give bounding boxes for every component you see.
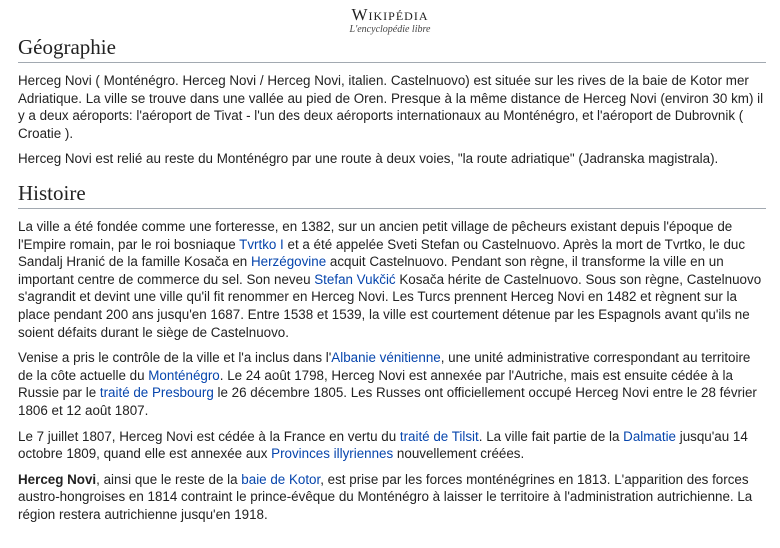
text-segment: nouvellement créées. bbox=[393, 446, 525, 462]
link-baie-de-kotor[interactable]: baie de Kotor bbox=[241, 471, 321, 487]
paragraph-geographie-2: Herceg Novi est relié au reste du Monténégro par une route à deux voies, "la route adriatique" (Jadranska magistrala). bbox=[18, 151, 719, 167]
paragraph-histoire-4 bbox=[18, 471, 766, 524]
link-traite-de-presbourg[interactable]: traité de Presbourg bbox=[99, 385, 214, 401]
link-dalmatie[interactable]: Dalmatie bbox=[623, 428, 676, 444]
text-segment: acquit Castelnuovo. Pendant son règne, il transforme la ville en un important centre de commerce du sel. Son neveu bbox=[18, 254, 724, 287]
paragraph-histoire-2 bbox=[18, 349, 766, 419]
wikipedia-logo[interactable] bbox=[0, 6, 780, 36]
text-segment: Kosača hérite de Castelnuovo. Sous son règne, Castelnuovo s'agrandit et devint une ville qu'il fit renommer en Herceg Novi. Les Turcs prennent Herceg Novi en 1482 et règnent sur la place pendant 200 ans jusqu'en 1687. Entre 1538 et 1539, la ville est courtement détenue par les Espagnols avant qu'ils ne soient défaits durant le siège de Castelnuovo. bbox=[18, 271, 762, 340]
logo-wordmark: Wikipédia bbox=[351, 5, 429, 24]
text-segment: et a été appelée Sveti Stefan ou Castelnuovo. Après la mort de Tvrtko, le duc Sandalj Hranić de la famille Kosača en bbox=[18, 236, 746, 270]
link-tvrtko-i[interactable]: Tvrtko I bbox=[239, 236, 284, 252]
text-segment: . La ville fait partie de la bbox=[478, 428, 624, 444]
paragraph-histoire-3 bbox=[18, 428, 766, 463]
link-montenegro[interactable]: Monténégro bbox=[148, 367, 220, 383]
text-segment: Venise a pris le contrôle de la ville et l'a inclus dans l' bbox=[18, 350, 332, 366]
link-traite-de-tilsit[interactable]: traité de Tilsit bbox=[399, 428, 479, 444]
article-content bbox=[18, 34, 766, 523]
text-segment: , est prise par les forces monténégrines en 1813. L'apparition des forces austro-hongroises en 1814 contraint le prince-évêque du Monténégro à laisser le territoire à l'administration autrichienne. La région restera autrichienne jusqu'en 1918. bbox=[18, 471, 753, 522]
text-segment: , une unité administrative correspondant au territoire de la côte actuelle du bbox=[18, 350, 751, 383]
text-segment: jusqu'au 14 octobre 1809, quand elle est annexée aux bbox=[18, 428, 748, 462]
text-segment: Le 7 juillet 1807, Herceg Novi est cédée à la France en vertu du bbox=[18, 428, 400, 444]
heading-geographie: Géographie bbox=[18, 34, 766, 63]
paragraph-histoire-1 bbox=[18, 218, 766, 341]
paragraph-geographie-1: Herceg Novi ( Monténégro. Herceg Novi / Herceg Novi, italien. Castelnuovo) est située sur les rives de la baie de Kotor mer Adriatique. La ville se trouve dans une vallée au pied de Oren. Presque à la même distance de Herceg Novi (environ 30 km) il y a deux aéroports: l'aéroport de Tivat - l'un des deux aéroports internationaux au Monténégro, et l'aéroport de Dubrovnik ( Croatie ). bbox=[18, 73, 764, 141]
text-segment: La ville a été fondée comme une forteresse, en 1382, sur un ancien petit village de pêcheurs existant depuis l'époque de l'Empire romain, par le roi bosniaque bbox=[18, 218, 733, 252]
link-provinces-illyriennes[interactable]: Provinces illyriennes bbox=[271, 446, 394, 462]
heading-histoire: Histoire bbox=[18, 180, 766, 209]
logo-tagline: L'encyclopédie libre bbox=[349, 24, 431, 35]
text-segment: , ainsi que le reste de la bbox=[96, 471, 242, 487]
text-segment: le 26 décembre 1805. Les Russes ont officiellement occupé Herceg Novi entre le 28 février 1806 et 12 août 1807. bbox=[18, 385, 757, 418]
text-segment: . Le 24 août 1798, Herceg Novi est annexée par l'Autriche, mais est ensuite cédée à la Russie par le bbox=[18, 367, 733, 401]
bold-term: Herceg Novi bbox=[18, 471, 97, 487]
link-herzegovine[interactable]: Herzégovine bbox=[250, 254, 327, 270]
link-stefan-vukcic[interactable]: Stefan Vukčić bbox=[314, 271, 396, 287]
link-albanie-venitienne[interactable]: Albanie vénitienne bbox=[331, 350, 441, 366]
